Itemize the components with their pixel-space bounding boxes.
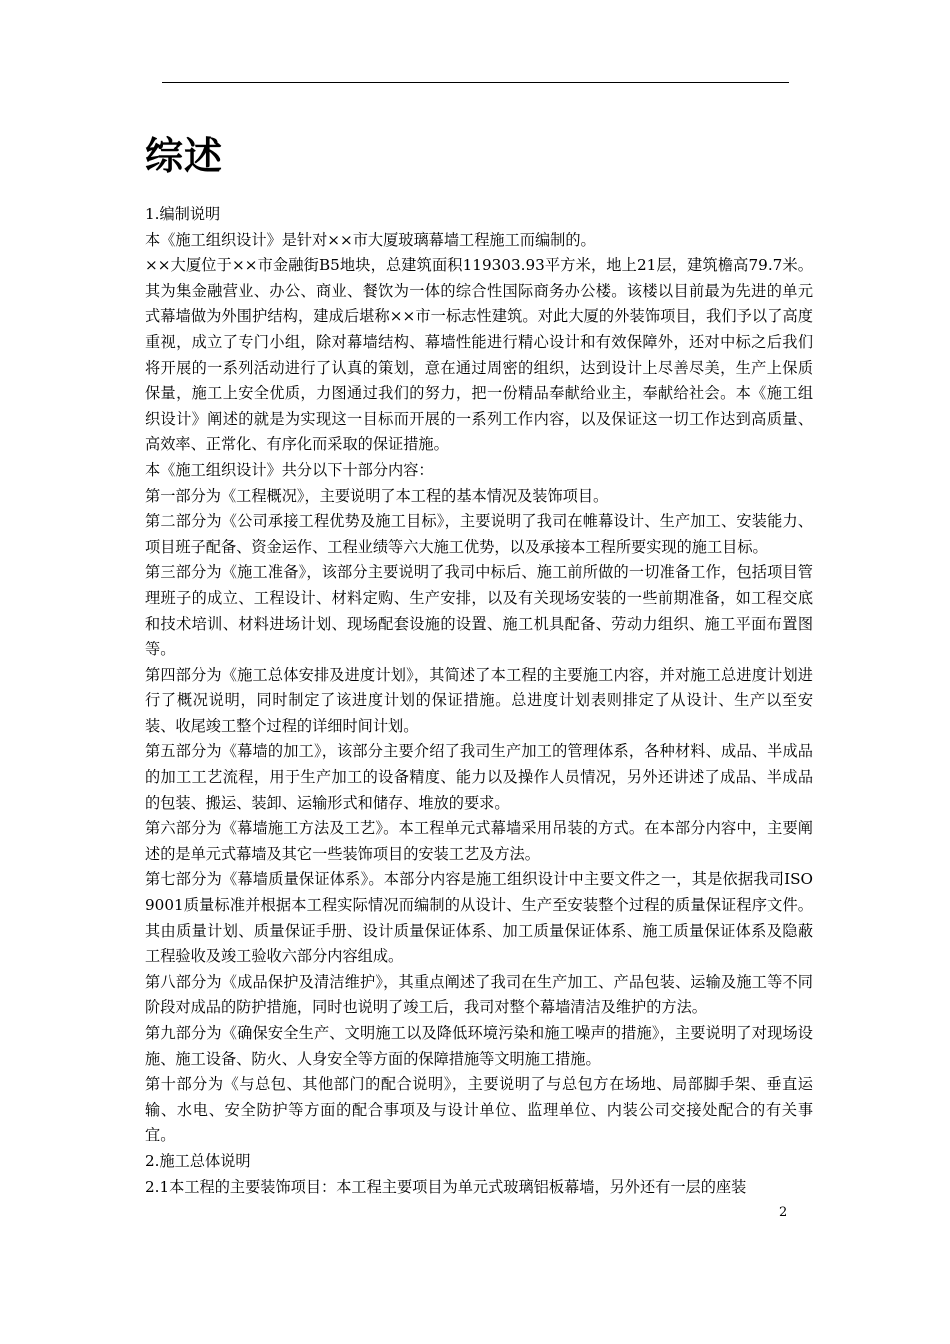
paragraph-part-3: 第三部分为《施工准备》，该部分主要说明了我司中标后、施工前所做的一切准备工作，包括项目管理班子的成立、工程设计、材料定购、生产安排，以及有关现场安装的一些前期准备，如工程交底和技术培训、材料进场计划、现场配套设施的设置、施工机具配备、劳动力组织、施工平面布置图等。	[145, 563, 813, 659]
header-rule	[162, 82, 789, 83]
heading-general-description: 2.施工总体说明	[145, 1151, 251, 1170]
paragraph-part-6: 第六部分为《幕墙施工方法及工艺》。本工程单元式幕墙采用吊装的方式。在本部分内容中，主要阐述的是单元式幕墙及其它一些装饰项目的安装工艺及方法。	[145, 819, 813, 863]
section-title: 综述	[145, 134, 224, 178]
paragraph-main-items: 2.1本工程的主要装饰项目：本工程主要项目为单元式玻璃铝板幕墙，另外还有一层的座装	[145, 1177, 747, 1196]
page-number: 2	[779, 1205, 788, 1220]
paragraph-part-7: 第七部分为《幕墙质量保证体系》。本部分内容是施工组织设计中主要文件之一，其是依据我司ISO9001质量标准并根据本工程实际情况而编制的从设计、生产至安装整个过程的质量保证程序文件。其由质量计划、质量保证手册、设计质量保证体系、加工质量保证体系、施工质量保证体系及隐蔽工程验收及竣工验收六部分内容组成。	[145, 870, 813, 966]
paragraph-part-2: 第二部分为《公司承接工程优势及施工目标》，主要说明了我司在帷幕设计、生产加工、安装能力、项目班子配备、资金运作、工程业绩等六大施工优势，以及承接本工程所要实现的施工目标。	[145, 512, 813, 556]
paragraph-building-overview: ××大厦位于××市金融街B5地块，总建筑面积119303.93平方米，地上21层，建筑檐高79.7米。其为集金融营业、办公、商业、餐饮为一体的综合性国际商务办公楼。该楼以目前最为先进的单元式幕墙做为外围护结构，建成后堪称××市一标志性建筑。对此大厦的外装饰项目，我们予以了高度重视，成立了专门小组，除对幕墙结构、幕墙性能进行精心设计和有效保障外，还对中标之后我们将开展的一系列活动进行了认真的策划，意在通过周密的组织，达到设计上尽善尽美，生产上保质保量，施工上安全优质，力图通过我们的努力，把一份精品奉献给业主，奉献给社会。本《施工组织设计》阐述的就是为实现这一目标而开展的一系列工作内容，以及保证这一切工作达到高质量、高效率、正常化、有序化而采取的保证措施。	[145, 256, 813, 454]
paragraph-part-1: 第一部分为《工程概况》，主要说明了本工程的基本情况及装饰项目。	[145, 486, 609, 505]
paragraph-part-5: 第五部分为《幕墙的加工》，该部分主要介绍了我司生产加工的管理体系，各种材料、成品、半成品的加工工艺流程，用于生产加工的设备精度、能力以及操作人员情况，另外还讲述了成品、半成品的包装、搬运、装卸、运输形式和储存、堆放的要求。	[145, 742, 813, 812]
paragraph-part-9: 第九部分为《确保安全生产、文明施工以及降低环境污染和施工噪声的措施》，主要说明了对现场设施、施工设备、防火、人身安全等方面的保障措施等文明施工措施。	[145, 1024, 813, 1068]
body-text	[145, 202, 813, 1200]
paragraph-contents-intro: 本《施工组织设计》共分以下十部分内容：	[145, 460, 434, 479]
paragraph-part-8: 第八部分为《成品保护及清洁维护》，其重点阐述了我司在生产加工、产品包装、运输及施工等不同阶段对成品的防护措施，同时也说明了竣工后，我司对整个幕墙清洁及维护的方法。	[145, 972, 813, 1017]
paragraph-part-10: 第十部分为《与总包、其他部门的配合说明》，主要说明了与总包方在场地、局部脚手架、垂直运输、水电、安全防护等方面的配合事项及与设计单位、监理单位、内装公司交接处配合的有关事宜。	[145, 1075, 813, 1145]
heading-compilation-notes: 1.编制说明	[145, 205, 221, 223]
paragraph-part-4: 第四部分为《施工总体安排及进度计划》，其简述了本工程的主要施工内容，并对施工总进度计划进行了概况说明，同时制定了该进度计划的保证措施。总进度计划表则排定了从设计、生产以至安装、收尾竣工整个过程的详细时间计划。	[145, 665, 813, 735]
paragraph-intro: 本《施工组织设计》是针对××市大厦玻璃幕墙工程施工而编制的。	[145, 230, 596, 249]
